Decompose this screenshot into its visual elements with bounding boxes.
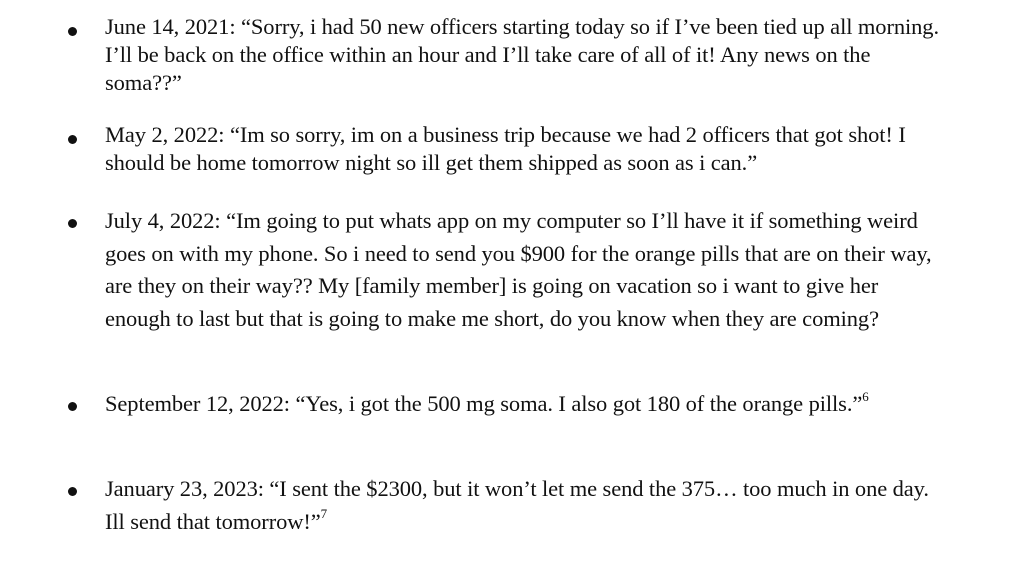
list-item-text: January 23, 2023: “I sent the $2300, but it won’t let me send the 375… too much in one day. Ill send that tomorrow!”$^7$ [105, 476, 929, 534]
bullet-icon [68, 135, 77, 144]
bullet-icon [68, 487, 77, 496]
list-item-text: July 4, 2022: “Im going to put whats app on my computer so I’ll have it if something weird goes on with my phone. So i need to send you $900 for the orange pills that are on their way, are they on their way?? My [family member] is going on vacation so i want to give her enough to last but that is going to make me short, do you know when they are coming? [105, 208, 932, 331]
list-item-text: May 2, 2022: “Im so sorry, im on a business trip because we had 2 officers that got shot! I should be home tomorrow night so ill get them shipped as soon as i can.” [105, 122, 906, 175]
footnote-marker: 7 [320, 506, 328, 521]
list-item-text: September 12, 2022: “Yes, i got the 500 mg soma. I also got 180 of the orange pills.”$^6$ [105, 388, 869, 416]
bullet-icon [68, 27, 77, 36]
footnote-marker: 6 [862, 388, 869, 404]
bullet-icon [68, 402, 77, 411]
bullet-icon [68, 219, 77, 228]
list-item-text: June 14, 2021: “Sorry, i had 50 new officers starting today so if I’ve been tied up all morning. I’ll be back on the office within an hour and I’ll take care of all of it! Any news on the soma??” [105, 14, 939, 95]
